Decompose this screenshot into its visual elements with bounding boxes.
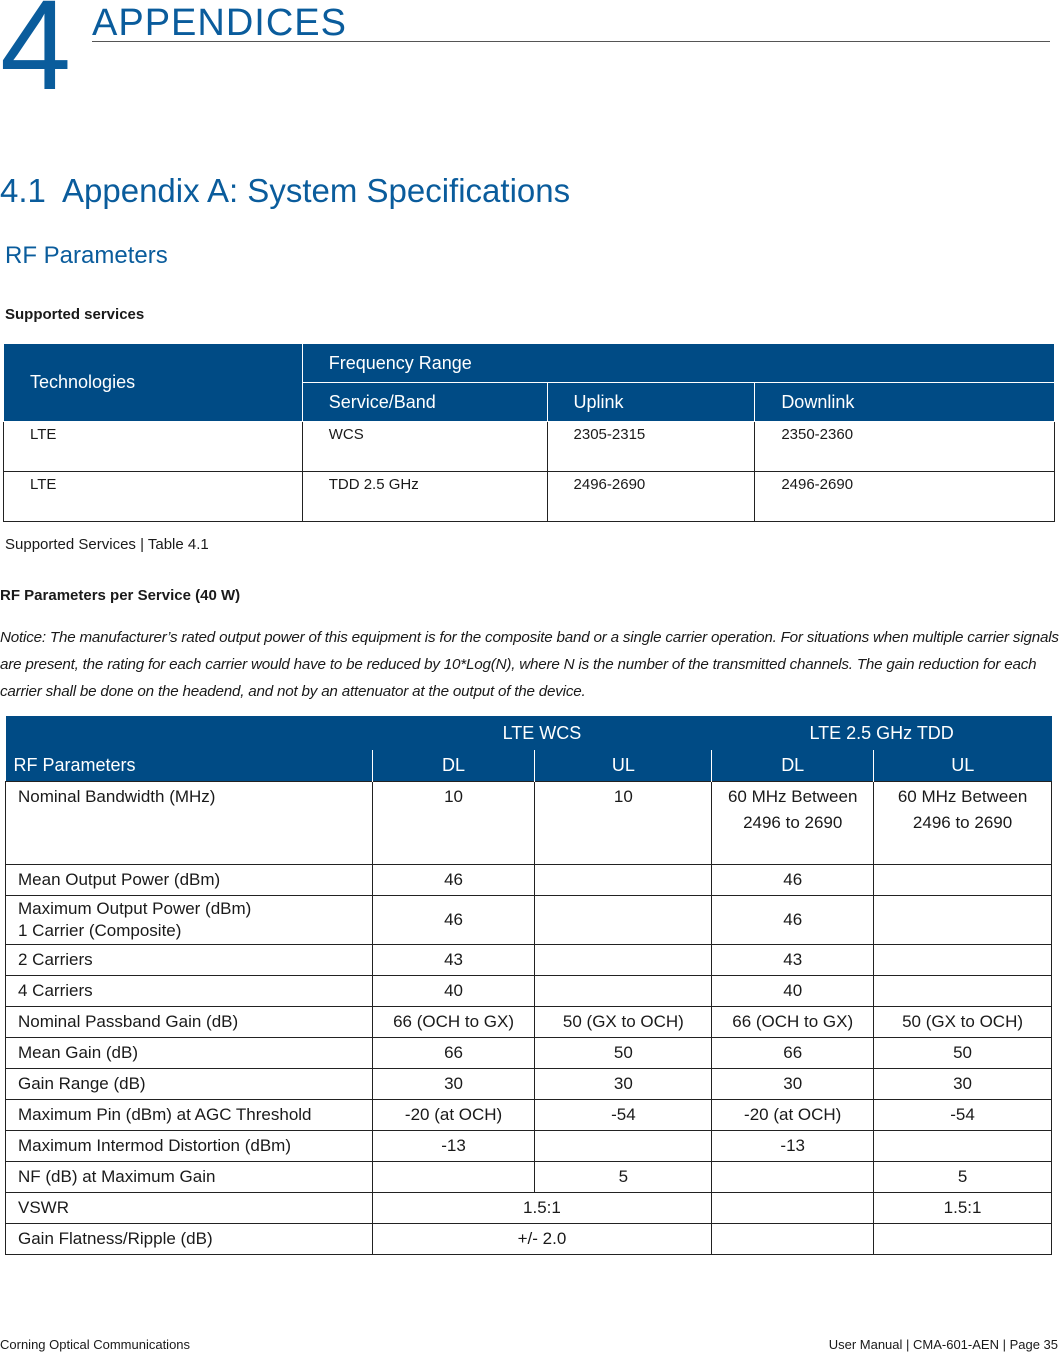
cell-value <box>874 1131 1052 1162</box>
cell-value: 50 (GX to OCH) <box>874 1007 1052 1038</box>
cell-technology: LTE <box>4 472 303 522</box>
table-row <box>6 1131 1052 1162</box>
cell-value: 46 <box>712 865 874 896</box>
rf-parameters-label: RF Parameters per Service (40 W) <box>0 587 241 604</box>
cell-value <box>712 1162 874 1193</box>
header-downlink: Downlink <box>755 383 1055 422</box>
cell-value: 60 MHz Between 2496 to 2690 <box>874 782 1052 865</box>
cell-value: 50 <box>874 1038 1052 1069</box>
cell-technology: LTE <box>4 422 303 472</box>
rf-parameters-table <box>5 716 1052 1255</box>
cell-value: 46 <box>372 896 535 945</box>
table-row <box>6 865 1052 896</box>
cell-value: 30 <box>874 1069 1052 1100</box>
cell-value: 5 <box>535 1162 712 1193</box>
cell-parameter: VSWR <box>6 1193 373 1224</box>
table-row <box>6 1100 1052 1131</box>
cell-value <box>535 896 712 945</box>
cell-downlink: 2350-2360 <box>755 422 1055 472</box>
chapter-title: APPENDICES <box>92 2 347 44</box>
cell-parameter: Mean Gain (dB) <box>6 1038 373 1069</box>
chapter-number: 4 <box>0 0 72 117</box>
cell-value: 30 <box>535 1069 712 1100</box>
header-ul: UL <box>535 750 712 782</box>
cell-service-band: TDD 2.5 GHz <box>302 472 547 522</box>
notice-paragraph: Notice: The manufacturer’s rated output power of this equipment is for the composite band or a single carrier operation. For situations when multiple carrier signals are present, the rating for each carrier would have to be reduced by 10*Log(N), where N is the number of the transmitted channels. The gain reduction for each carrier shall be done on the headend, and not by an attenuator at the output of the device. <box>0 629 1059 700</box>
section-title-text: Appendix A: System Specifications <box>62 172 571 209</box>
table-row <box>6 1193 1052 1224</box>
cell-value <box>712 1224 874 1255</box>
cell-value <box>874 865 1052 896</box>
cell-value: -13 <box>712 1131 874 1162</box>
table-row <box>6 945 1052 976</box>
cell-parameter: Maximum Pin (dBm) at AGC Threshold <box>6 1100 373 1131</box>
cell-value: 5 <box>874 1162 1052 1193</box>
header-dl: DL <box>712 750 874 782</box>
cell-parameter-line: 1 Carrier (Composite) <box>18 921 182 940</box>
cell-value-merged: 1.5:1 <box>372 1193 712 1224</box>
cell-uplink: 2496-2690 <box>547 472 755 522</box>
cell-value: 40 <box>372 976 535 1007</box>
cell-value: -54 <box>874 1100 1052 1131</box>
cell-parameter: 2 Carriers <box>6 945 373 976</box>
header-service-band: Service/Band <box>302 383 547 422</box>
cell-value: 66 <box>712 1038 874 1069</box>
cell-value: 30 <box>712 1069 874 1100</box>
cell-value <box>535 945 712 976</box>
header-blank <box>6 716 373 750</box>
cell-value: -20 (at OCH) <box>372 1100 535 1131</box>
chapter-divider <box>92 41 1050 42</box>
table-row <box>6 1007 1052 1038</box>
table-row <box>4 472 1055 522</box>
cell-downlink: 2496-2690 <box>755 472 1055 522</box>
header-lte-wcs: LTE WCS <box>372 716 712 750</box>
header-frequency-range: Frequency Range <box>302 344 1054 383</box>
cell-uplink: 2305-2315 <box>547 422 755 472</box>
cell-parameter: Maximum Intermod Distortion (dBm) <box>6 1131 373 1162</box>
subsection-title: RF Parameters <box>5 242 168 269</box>
table-caption: Supported Services | Table 4.1 <box>5 536 209 553</box>
cell-value: 50 (GX to OCH) <box>535 1007 712 1038</box>
section-title <box>0 172 570 210</box>
cell-parameter: Gain Range (dB) <box>6 1069 373 1100</box>
cell-value: 40 <box>712 976 874 1007</box>
cell-value: 1.5:1 <box>874 1193 1052 1224</box>
footer-page-info: User Manual | CMA-601-AEN | Page 35 <box>828 1337 1058 1352</box>
cell-value: 43 <box>372 945 535 976</box>
cell-value: 60 MHz Between 2496 to 2690 <box>712 782 874 865</box>
header-technologies: Technologies <box>4 344 303 422</box>
header-ul: UL <box>874 750 1052 782</box>
cell-value <box>535 976 712 1007</box>
cell-parameter: Nominal Bandwidth (MHz) <box>6 782 373 865</box>
cell-service-band: WCS <box>302 422 547 472</box>
cell-value: 66 (OCH to GX) <box>372 1007 535 1038</box>
cell-value: 46 <box>712 896 874 945</box>
supported-services-table <box>3 343 1055 522</box>
cell-value <box>372 1162 535 1193</box>
section-number: 4.1 <box>0 172 46 209</box>
cell-value: 66 <box>372 1038 535 1069</box>
table-row <box>6 896 1052 945</box>
cell-parameter: Nominal Passband Gain (dB) <box>6 1007 373 1038</box>
cell-value: -13 <box>372 1131 535 1162</box>
cell-parameter: NF (dB) at Maximum Gain <box>6 1162 373 1193</box>
cell-value: 43 <box>712 945 874 976</box>
footer-company: Corning Optical Communications <box>0 1337 191 1352</box>
cell-value <box>712 1193 874 1224</box>
table-row <box>6 1162 1052 1193</box>
cell-value: 10 <box>372 782 535 865</box>
table-row <box>6 1069 1052 1100</box>
table-row <box>6 1038 1052 1069</box>
table-row <box>4 422 1055 472</box>
cell-value <box>874 896 1052 945</box>
header-rf-parameters: RF Parameters <box>6 750 373 782</box>
cell-value: 46 <box>372 865 535 896</box>
cell-value: 66 (OCH to GX) <box>712 1007 874 1038</box>
header-dl: DL <box>372 750 535 782</box>
cell-parameter: Gain Flatness/Ripple (dB) <box>6 1224 373 1255</box>
cell-value <box>535 1131 712 1162</box>
cell-value: 50 <box>535 1038 712 1069</box>
table-row <box>6 976 1052 1007</box>
cell-parameter: Mean Output Power (dBm) <box>6 865 373 896</box>
supported-services-label: Supported services <box>5 306 145 323</box>
cell-value <box>874 945 1052 976</box>
cell-value: -54 <box>535 1100 712 1131</box>
cell-value <box>874 976 1052 1007</box>
cell-value: 10 <box>535 782 712 865</box>
cell-value <box>535 865 712 896</box>
cell-parameter: 4 Carriers <box>6 976 373 1007</box>
cell-value <box>874 1224 1052 1255</box>
header-uplink: Uplink <box>547 383 755 422</box>
header-lte-tdd: LTE 2.5 GHz TDD <box>712 716 1052 750</box>
cell-value: 30 <box>372 1069 535 1100</box>
table-row <box>6 1224 1052 1255</box>
cell-value: -20 (at OCH) <box>712 1100 874 1131</box>
cell-parameter-line: Maximum Output Power (dBm) <box>18 899 252 918</box>
cell-parameter <box>6 896 373 945</box>
cell-value-merged: +/- 2.0 <box>372 1224 712 1255</box>
table-row <box>6 782 1052 865</box>
